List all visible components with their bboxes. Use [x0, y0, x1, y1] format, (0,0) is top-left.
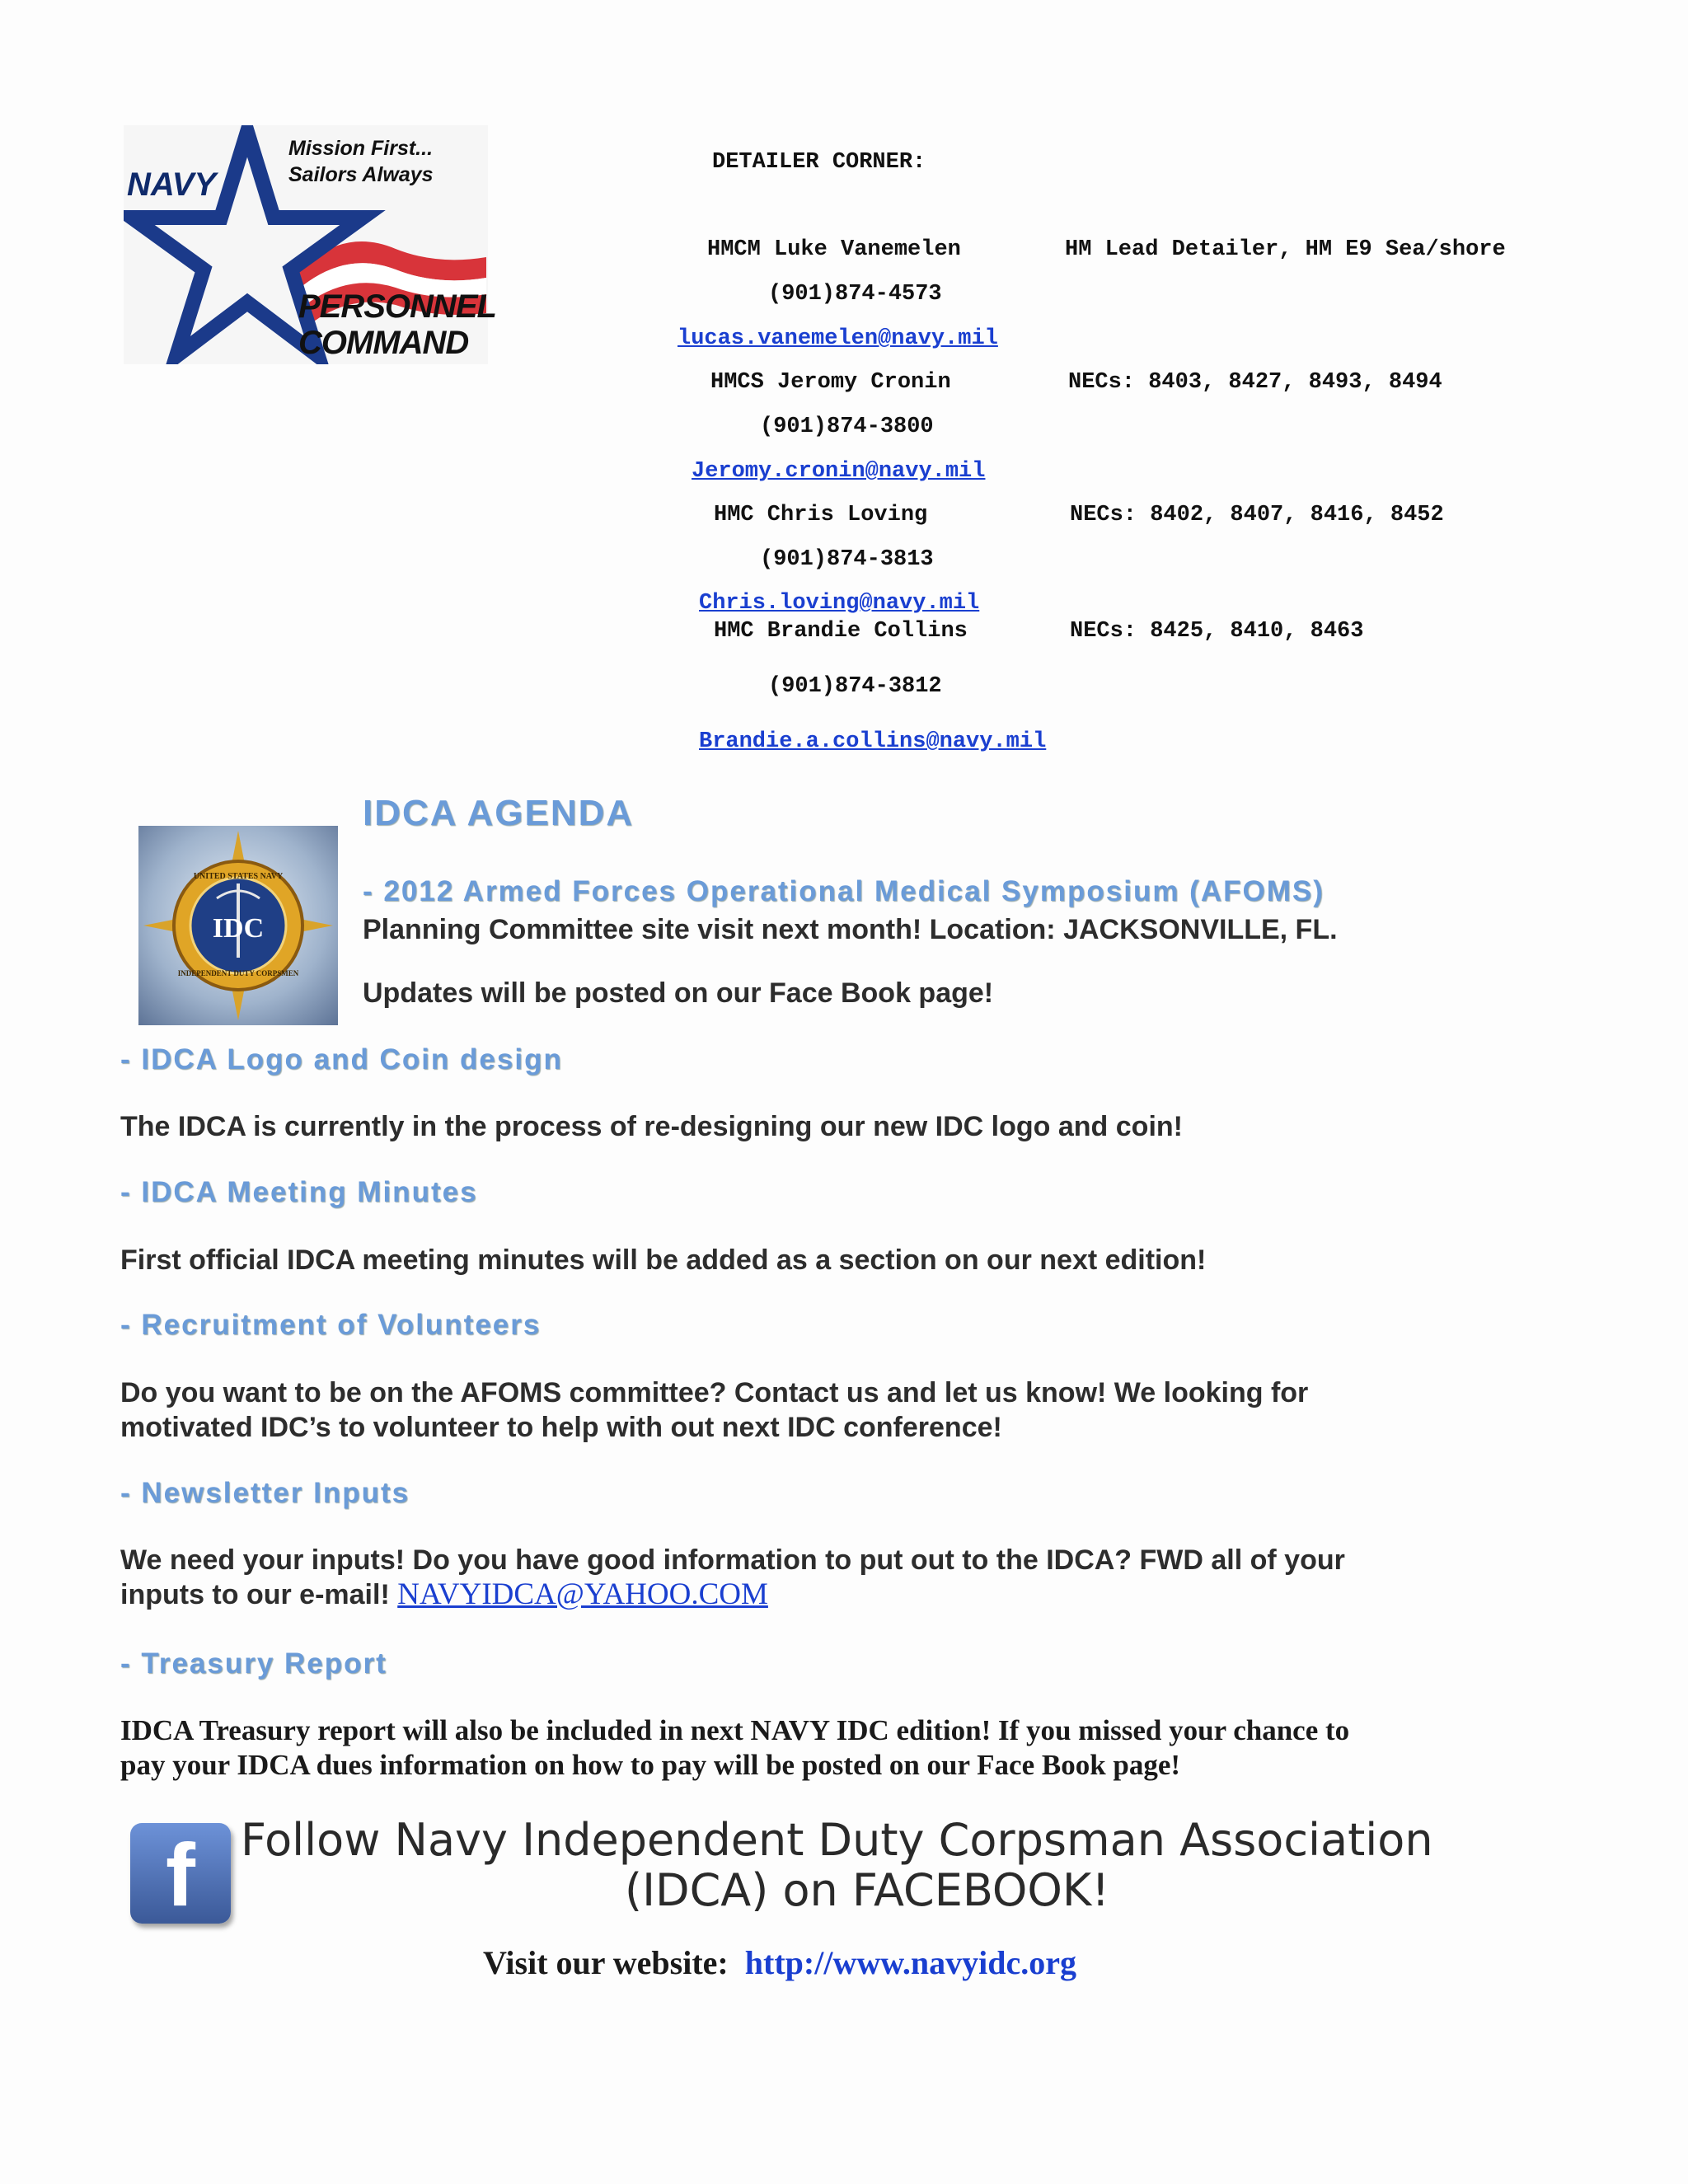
detailer-phone: (901)874-3813	[760, 547, 934, 572]
idc-seal-ring-top: UNITED STATES NAVY	[193, 872, 284, 881]
detailer-name: HMC Chris Loving	[714, 503, 928, 527]
npc-mission-line1: Mission First...	[288, 137, 434, 160]
detailer-name: HMC Brandie Collins	[714, 619, 968, 644]
detailer-email-link[interactable]: lucas.vanemelen@navy.mil	[678, 326, 998, 351]
volunteers-heading: - Recruitment of Volunteers	[120, 1309, 542, 1341]
detailer-role: NECs: 8403, 8427, 8493, 8494	[1068, 370, 1442, 395]
detailer-heading: DETAILER CORNER:	[712, 150, 926, 175]
newsletter-text-line1: We need your inputs! Do you have good information to put out to the IDCA? FWD all of your	[120, 1544, 1345, 1576]
detailer-email-link[interactable]: Brandie.a.collins@navy.mil	[699, 729, 1047, 754]
npc-navy-label: NAVY	[127, 166, 217, 203]
newsletter-text-prefix: inputs to our e-mail!	[120, 1579, 398, 1610]
newsletter-heading: - Newsletter Inputs	[120, 1477, 410, 1509]
detailer-phone: (901)874-3800	[760, 415, 934, 439]
detailer-role: NECs: 8425, 8410, 8463	[1070, 619, 1364, 644]
idc-seal-center: IDC	[212, 913, 265, 944]
afoms-updates-text: Updates will be posted on our Face Book page!	[363, 977, 994, 1009]
detailer-phone: (901)874-4573	[768, 282, 942, 307]
idc-seal	[138, 826, 338, 1025]
afoms-heading: - 2012 Armed Forces Operational Medical Symposium (AFOMS)	[363, 875, 1325, 907]
npc-mission-line2: Sailors Always	[288, 163, 434, 186]
npc-logo	[124, 125, 496, 364]
volunteers-text-line2: motivated IDC’s to volunteer to help with out next IDC conference!	[120, 1412, 1002, 1443]
logo-coin-heading: - IDCA Logo and Coin design	[120, 1043, 563, 1076]
newsletter-email-link[interactable]: NAVYIDCA@YAHOO.COM	[397, 1577, 768, 1611]
npc-personnel-label: PERSONNEL	[298, 288, 496, 325]
npc-command-label: COMMAND	[298, 325, 469, 361]
website-label: Visit our website:	[483, 1944, 729, 1981]
agenda-title: IDCA AGENDA	[363, 793, 635, 833]
treasury-heading: - Treasury Report	[120, 1647, 387, 1680]
idc-seal-ring-bottom: INDEPENDENT DUTY CORPSMEN	[177, 969, 299, 977]
detailer-role: NECs: 8402, 8407, 8416, 8452	[1070, 503, 1444, 527]
website-link[interactable]: http://www.navyidc.org	[744, 1944, 1077, 1981]
facebook-follow-line2: (IDCA) on FACEBOOK!	[625, 1864, 1109, 1916]
detailer-name: HMCS Jeromy Cronin	[710, 370, 951, 395]
detailer-phone: (901)874-3812	[768, 674, 942, 699]
website-line	[483, 1943, 1076, 1982]
minutes-text: First official IDCA meeting minutes will be added as a section on our next edition!	[120, 1244, 1207, 1276]
afoms-text: Planning Committee site visit next month! Location: JACKSONVILLE, FL.	[363, 914, 1338, 945]
newsletter-text-line2	[120, 1577, 768, 1612]
facebook-follow-line1: Follow Navy Independent Duty Corpsman Association	[241, 1814, 1433, 1866]
detailer-email-link[interactable]: Jeromy.cronin@navy.mil	[692, 459, 986, 484]
treasury-text-line1: IDCA Treasury report will also be included in next NAVY IDC edition! If you missed your chance to	[120, 1714, 1350, 1746]
facebook-icon-letter: f	[166, 1825, 195, 1924]
detailer-role: HM Lead Detailer, HM E9 Sea/shore	[1065, 237, 1506, 262]
treasury-text-line2: pay your IDCA dues information on how to pay will be posted on our Face Book page!	[120, 1749, 1181, 1781]
detailer-email-link[interactable]: Chris.loving@navy.mil	[699, 591, 980, 616]
logo-coin-text: The IDCA is currently in the process of re-designing our new IDC logo and coin!	[120, 1111, 1183, 1142]
detailer-name: HMCM Luke Vanemelen	[707, 237, 961, 262]
minutes-heading: - IDCA Meeting Minutes	[120, 1176, 478, 1208]
volunteers-text-line1: Do you want to be on the AFOMS committee? Contact us and let us know! We looking for	[120, 1377, 1309, 1408]
